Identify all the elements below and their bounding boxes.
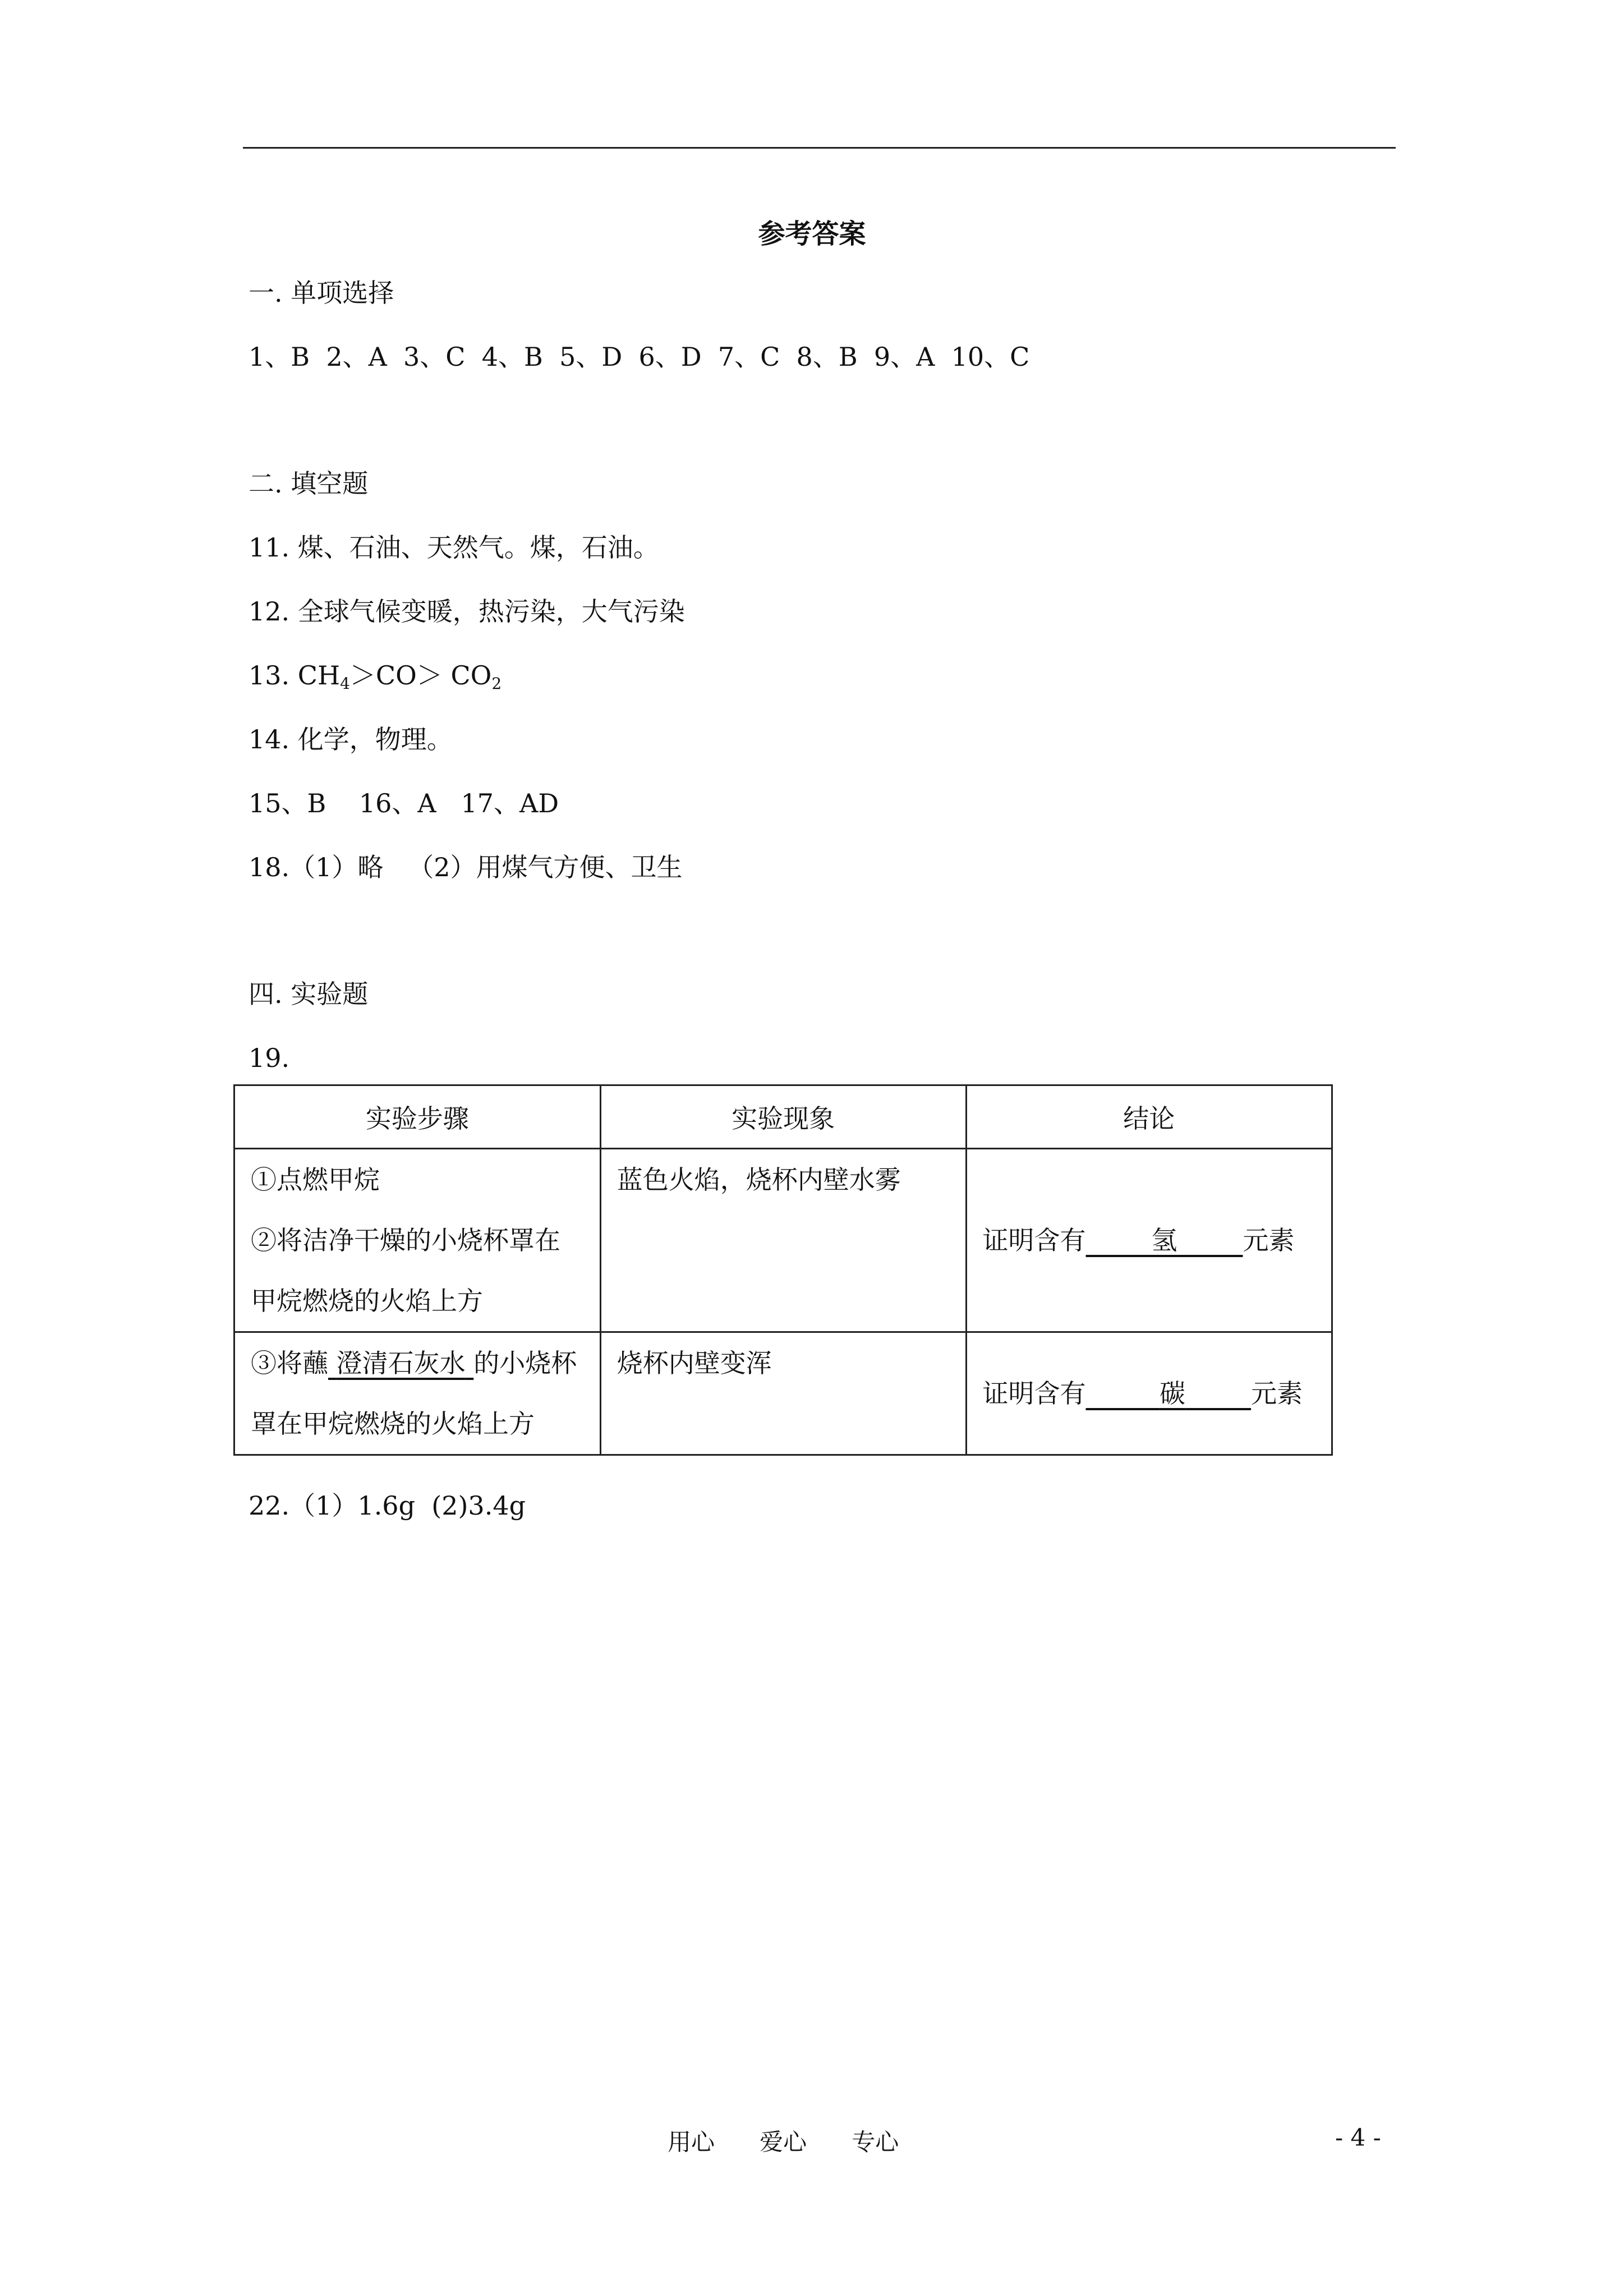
conclusion-blank-carbon bbox=[1086, 1363, 1252, 1424]
header-steps: 实验步骤 bbox=[234, 1085, 601, 1149]
step-3-cont: 罩在甲烷燃烧的火焰上方 bbox=[251, 1409, 535, 1439]
header-rule bbox=[243, 147, 1396, 149]
question-19-label: 19. bbox=[249, 1043, 290, 1073]
experiment-table bbox=[233, 1084, 1333, 1456]
formula-ch: CH bbox=[297, 660, 341, 691]
footer-motto: 用心 爱心 专心 bbox=[668, 2128, 899, 2156]
conclusion-text bbox=[983, 1210, 1315, 1271]
conclusion-suffix: 元素 bbox=[1243, 1225, 1295, 1255]
answer-18: 18.（1）略 （2）用煤气方便、卫生 bbox=[249, 852, 683, 882]
step-3 bbox=[251, 1333, 584, 1393]
steps-cell bbox=[234, 1149, 601, 1332]
blank-answer: 氢 bbox=[1151, 1225, 1177, 1255]
conclusion-cell bbox=[966, 1149, 1332, 1332]
choice-answers: 1、B 2、A 3、C 4、B 5、D 6、D 7、C 8、B 9、A 10、C bbox=[249, 342, 1030, 372]
phenomenon-cell bbox=[600, 1332, 966, 1455]
steps-cell bbox=[234, 1332, 601, 1455]
conclusion-text bbox=[983, 1363, 1315, 1424]
phenomenon-text: 烧杯内壁变浑 bbox=[617, 1348, 772, 1378]
formula-mid: ＞CO＞ CO bbox=[349, 660, 492, 691]
step-3-suffix: 的小烧杯 bbox=[473, 1348, 577, 1378]
conclusion-cell bbox=[966, 1332, 1332, 1455]
step-3-blank bbox=[328, 1348, 473, 1378]
blank-answer: 碳 bbox=[1160, 1378, 1186, 1409]
answer-22: 22.（1）1.6g (2)3.4g bbox=[249, 1490, 526, 1521]
page-number: - 4 - bbox=[1335, 2124, 1381, 2151]
answer-12: 12. 全球气候变暖，热污染，大气污染 bbox=[249, 596, 685, 627]
table-row bbox=[234, 1149, 1332, 1332]
phenomenon-text: 蓝色火焰，烧杯内壁水雾 bbox=[617, 1165, 901, 1195]
conclusion-suffix: 元素 bbox=[1251, 1378, 1303, 1409]
page-title: 参考答案 bbox=[758, 218, 866, 250]
step-2: ②将洁净干燥的小烧杯罩在 bbox=[251, 1225, 560, 1255]
conclusion-blank-hydrogen bbox=[1086, 1210, 1243, 1271]
step-1: ①点燃甲烷 bbox=[251, 1165, 380, 1195]
table-row bbox=[234, 1332, 1332, 1455]
header-conclusion: 结论 bbox=[966, 1085, 1332, 1149]
answer-15-17: 15、B 16、A 17、AD bbox=[249, 788, 559, 818]
step-2-cont: 甲烷燃烧的火焰上方 bbox=[251, 1286, 483, 1316]
answer-11: 11. 煤、石油、天然气。煤，石油。 bbox=[249, 532, 659, 563]
table-header-row bbox=[234, 1085, 1332, 1149]
section-heading-choice: 一. 单项选择 bbox=[249, 278, 394, 308]
answer-14: 14. 化学，物理。 bbox=[249, 724, 453, 754]
formula-sub-2: 2 bbox=[491, 674, 502, 693]
section-heading-experiment: 四. 实验题 bbox=[249, 979, 369, 1009]
header-phenomenon: 实验现象 bbox=[600, 1085, 966, 1149]
conclusion-prefix: 证明含有 bbox=[982, 1378, 1086, 1409]
answer-13 bbox=[249, 659, 502, 701]
phenomenon-cell bbox=[600, 1149, 966, 1332]
section-heading-fill: 二. 填空题 bbox=[249, 468, 369, 499]
step-3-prefix: ③将蘸 bbox=[251, 1348, 328, 1378]
blank-answer: 澄清石灰水 bbox=[336, 1348, 466, 1378]
answer-13-number: 13. bbox=[249, 660, 298, 691]
conclusion-prefix: 证明含有 bbox=[982, 1225, 1086, 1255]
formula-sub-4: 4 bbox=[340, 674, 350, 693]
